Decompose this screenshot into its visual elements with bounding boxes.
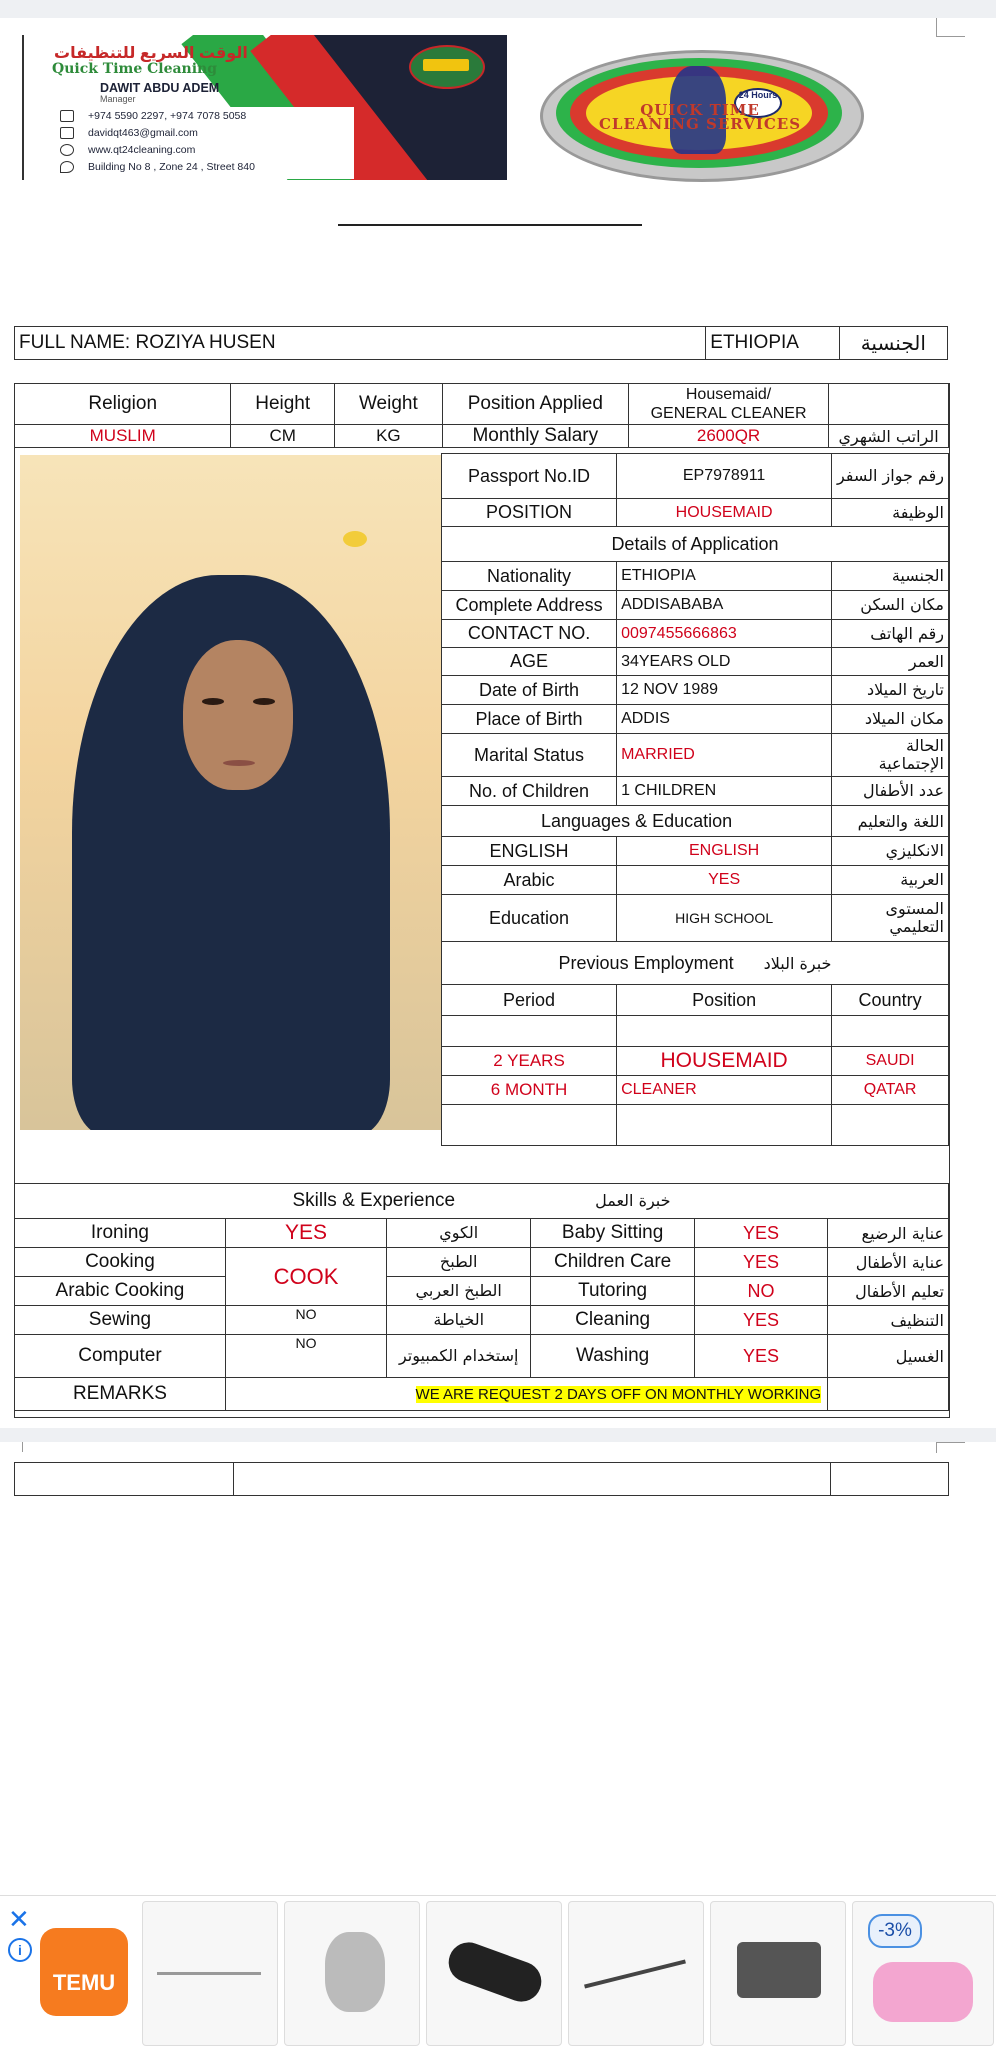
discount-badge: -3%	[868, 1914, 922, 1948]
application-label: No. of Children	[442, 777, 617, 806]
employment-position: HOUSEMAID	[617, 1047, 832, 1076]
application-label: Nationality	[442, 562, 617, 591]
application-value: ADDISABABA	[617, 591, 832, 620]
page2-table	[14, 1462, 949, 1496]
skill-arabic: الغسيل	[828, 1335, 949, 1378]
language-label: Education	[442, 895, 617, 942]
monthly-salary-arabic: الراتب الشهري	[829, 425, 949, 448]
language-label: Arabic	[442, 866, 617, 895]
employment-title-arabic: خبرة البلاد	[763, 953, 832, 973]
detail-label: Passport No.ID	[442, 454, 617, 499]
language-row	[442, 895, 949, 942]
ad-product-thumbnail[interactable]	[142, 1901, 278, 2046]
address-text: Building No 8 , Zone 24 , Street 840	[88, 160, 255, 173]
skills-row	[15, 1248, 949, 1277]
page-separator	[0, 1428, 996, 1442]
skill-arabic: التنظيف	[828, 1306, 949, 1335]
skill-value: YES	[694, 1306, 827, 1335]
skill-arabic: الطبخ العربي	[387, 1277, 531, 1306]
skill-arabic: عناية الأطفال	[828, 1248, 949, 1277]
application-arabic: العمر	[832, 648, 949, 676]
application-value: MARRIED	[617, 734, 832, 777]
application-label: Place of Birth	[442, 705, 617, 734]
employment-period: 6 MONTH	[442, 1076, 617, 1105]
business-card-header	[22, 35, 507, 180]
skill-label: Arabic Cooking	[15, 1277, 226, 1306]
skill-value: YES	[694, 1335, 827, 1378]
skill-label: Washing	[531, 1335, 695, 1378]
skill-value: COOK	[225, 1248, 386, 1306]
skills-row	[15, 1277, 949, 1306]
skill-label: Baby Sitting	[531, 1219, 695, 1248]
employment-header-row	[442, 985, 949, 1016]
application-label: Marital Status	[442, 734, 617, 777]
application-row	[442, 705, 949, 734]
language-arabic: الانكليزي	[832, 837, 949, 866]
full-name-table	[14, 326, 948, 360]
languages-title: Languages & Education	[442, 806, 832, 837]
signature-line	[338, 224, 642, 226]
application-value: 1 CHILDREN	[617, 777, 832, 806]
details-title-row	[442, 527, 949, 562]
skill-arabic: تعليم الأطفال	[828, 1277, 949, 1306]
ad-banner[interactable]	[0, 1895, 996, 2049]
page-corner-mark	[936, 18, 965, 37]
quick-time-logo	[540, 50, 884, 196]
phone-text: +974 5590 2297, +974 7078 5058	[88, 109, 247, 122]
application-arabic: مكان الميلاد	[832, 705, 949, 734]
application-arabic: عدد الأطفال	[832, 777, 949, 806]
close-icon[interactable]: ✕	[8, 1904, 30, 1934]
position-applied-value: Housemaid/ GENERAL CLEANER	[628, 384, 828, 425]
language-value: ENGLISH	[617, 837, 832, 866]
email-icon	[60, 127, 74, 139]
employment-header-country: Country	[832, 985, 949, 1016]
religion-value: MUSLIM	[15, 425, 231, 448]
skill-arabic: عناية الرضيع	[828, 1219, 949, 1248]
skill-label: Cleaning	[531, 1306, 695, 1335]
application-arabic: الجنسية	[832, 562, 949, 591]
employment-row	[442, 1076, 949, 1105]
skill-value: YES	[694, 1219, 827, 1248]
skill-arabic: الطبخ	[387, 1248, 531, 1277]
weight-header: Weight	[335, 384, 443, 425]
monthly-salary-value: 2600QR	[628, 425, 828, 448]
employment-blank-row	[442, 1016, 949, 1047]
nationality-value: ETHIOPIA	[706, 327, 839, 360]
languages-title-row	[442, 806, 949, 837]
application-label: Date of Birth	[442, 676, 617, 705]
skills-table	[14, 1183, 949, 1411]
skill-arabic: الكوي	[387, 1219, 531, 1248]
application-row	[442, 562, 949, 591]
emblem-logo	[409, 45, 485, 89]
application-arabic: الحالة الإجتماعية	[832, 734, 949, 777]
remarks-value: WE ARE REQUEST 2 DAYS OFF ON MONTHLY WORKING	[415, 1386, 822, 1403]
skill-label: Tutoring	[531, 1277, 695, 1306]
employment-row	[442, 1047, 949, 1076]
employment-title-text: Previous Employment	[558, 952, 734, 973]
logo-text: QUICK TIME CLEANING SERVICES	[598, 101, 802, 133]
nationality-arabic-label: الجنسية	[839, 327, 947, 360]
application-row	[442, 777, 949, 806]
application-arabic: رقم الهاتف	[832, 620, 949, 648]
language-arabic: العربية	[832, 866, 949, 895]
company-english-name: Quick Time Cleaning	[52, 61, 218, 77]
application-row	[442, 648, 949, 676]
languages-title-arabic: اللغة والتعليم	[832, 806, 949, 837]
application-value: ADDIS	[617, 705, 832, 734]
religion-header: Religion	[15, 384, 231, 425]
application-value: 12 NOV 1989	[617, 676, 832, 705]
contact-lines	[60, 107, 255, 175]
remarks-label: REMARKS	[15, 1378, 226, 1411]
company-arabic-name: الوقت السريع للتنظيفات	[54, 45, 248, 62]
skill-label: Computer	[15, 1335, 226, 1378]
info-icon[interactable]: i	[8, 1938, 32, 1962]
location-icon	[60, 161, 74, 173]
skill-value: YES	[694, 1248, 827, 1277]
remarks-row	[15, 1378, 949, 1411]
ad-product-thumbnail[interactable]	[284, 1901, 420, 2046]
skill-value: NO	[694, 1277, 827, 1306]
language-arabic: المستوى التعليمي	[832, 895, 949, 942]
skills-row	[15, 1306, 949, 1335]
full-name: FULL NAME: ROZIYA HUSEN	[15, 327, 706, 360]
manager-role: Manager	[100, 94, 136, 104]
details-title: Details of Application	[442, 527, 949, 562]
skill-value: NO	[225, 1306, 386, 1335]
skills-title-arabic: خبرة العمل	[595, 1191, 671, 1210]
skills-title	[15, 1184, 949, 1219]
phone-icon	[60, 110, 74, 122]
viewer-top-bar	[0, 0, 996, 18]
ad-product-thumbnail[interactable]	[710, 1901, 846, 2046]
application-value: 34YEARS OLD	[617, 648, 832, 676]
language-label: ENGLISH	[442, 837, 617, 866]
skill-arabic: إستخدام الكمبيوتر	[387, 1335, 531, 1378]
employment-header-period: Period	[442, 985, 617, 1016]
height-value: CM	[231, 425, 335, 448]
skill-value: YES	[225, 1219, 386, 1248]
language-value: HIGH SCHOOL	[617, 895, 832, 942]
email-text: davidqt463@gmail.com	[88, 126, 198, 139]
globe-icon	[60, 144, 74, 156]
employment-title-row	[442, 942, 949, 985]
application-arabic: تاريخ الميلاد	[832, 676, 949, 705]
header-table	[14, 383, 949, 448]
remarks-value-cell	[225, 1378, 827, 1411]
employment-blank-row	[442, 1105, 949, 1146]
application-value: 0097455666863	[617, 620, 832, 648]
skill-arabic: الخياطة	[387, 1306, 531, 1335]
ceiling-light	[343, 531, 367, 547]
detail-value: HOUSEMAID	[617, 499, 832, 527]
manager-name: DAWIT ABDU ADEM	[100, 81, 220, 95]
application-row	[442, 734, 949, 777]
details-table	[441, 453, 949, 1146]
employment-country: SAUDI	[832, 1047, 949, 1076]
application-label: CONTACT NO.	[442, 620, 617, 648]
language-value: YES	[617, 866, 832, 895]
weight-value: KG	[335, 425, 443, 448]
skill-value: NO	[225, 1335, 386, 1378]
skills-title-text: Skills & Experience	[292, 1190, 456, 1211]
application-arabic: مكان السكن	[832, 591, 949, 620]
website-text: www.qt24cleaning.com	[88, 143, 196, 156]
detail-row	[442, 499, 949, 527]
employment-header-position: Position	[617, 985, 832, 1016]
temu-logo[interactable]: TEMU	[40, 1928, 128, 2016]
skills-row	[15, 1219, 949, 1248]
language-row	[442, 837, 949, 866]
skills-row	[15, 1335, 949, 1378]
face-shape	[183, 640, 293, 790]
application-value: ETHIOPIA	[617, 562, 832, 591]
employment-country: QATAR	[832, 1076, 949, 1105]
height-header: Height	[231, 384, 335, 425]
skill-label: Children Care	[531, 1248, 695, 1277]
applicant-photo	[20, 455, 441, 1130]
detail-value: EP7978911	[617, 454, 832, 499]
employment-period: 2 YEARS	[442, 1047, 617, 1076]
position-applied-header: Position Applied	[442, 384, 628, 425]
application-row	[442, 620, 949, 648]
language-row	[442, 866, 949, 895]
skill-label: Ironing	[15, 1219, 226, 1248]
application-label: AGE	[442, 648, 617, 676]
detail-row	[442, 454, 949, 499]
ad-product-thumbnail[interactable]	[426, 1901, 562, 2046]
skill-label: Cooking	[15, 1248, 226, 1277]
detail-arabic: رقم جواز السفر	[832, 454, 949, 499]
skill-label: Sewing	[15, 1306, 226, 1335]
ad-product-thumbnail[interactable]	[568, 1901, 704, 2046]
monthly-salary-label: Monthly Salary	[442, 425, 628, 448]
employment-position: CLEANER	[617, 1076, 832, 1105]
employment-title	[442, 942, 949, 985]
application-label: Complete Address	[442, 591, 617, 620]
application-row	[442, 591, 949, 620]
logo-24-hours-badge: 24 Hours	[734, 88, 782, 118]
skills-title-row	[15, 1184, 949, 1219]
detail-label: POSITION	[442, 499, 617, 527]
application-row	[442, 676, 949, 705]
detail-arabic: الوظيفة	[832, 499, 949, 527]
